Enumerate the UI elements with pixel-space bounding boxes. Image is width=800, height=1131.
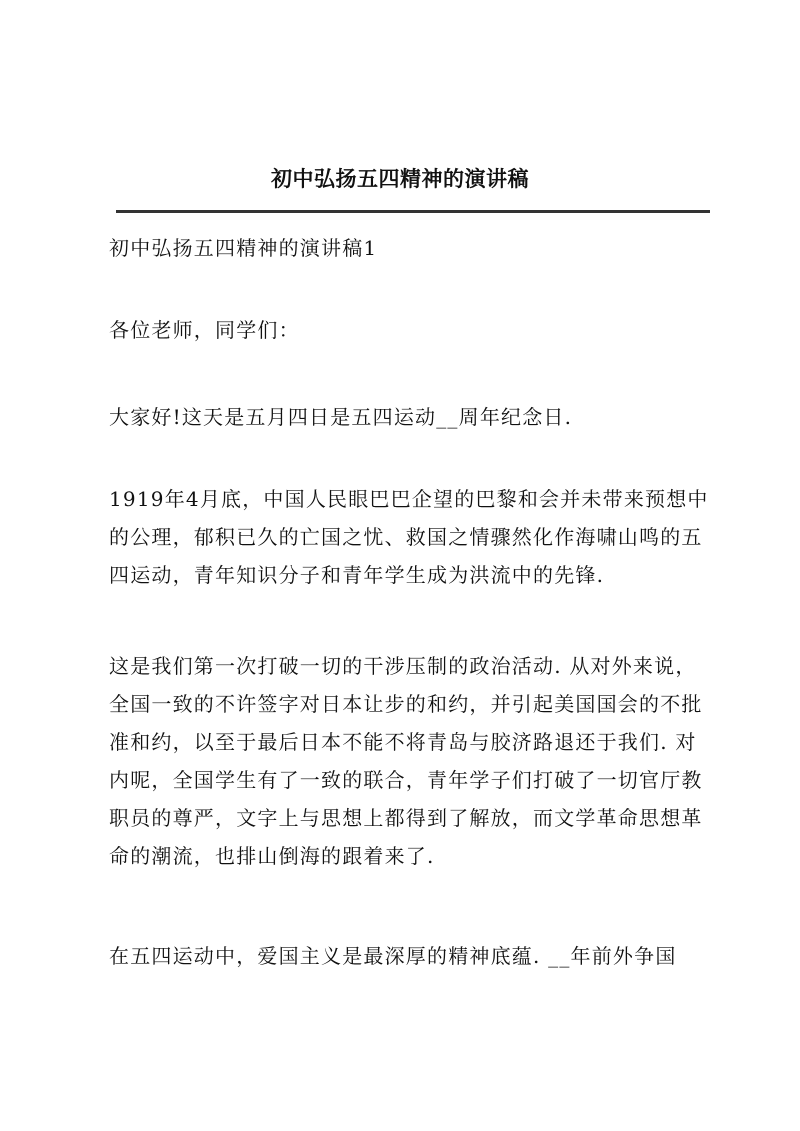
title-divider [116, 210, 710, 213]
section-heading: 初中弘扬五四精神的演讲稿1 [109, 236, 378, 260]
paragraph-history: 1919年4月底，中国人民眼巴巴企望的巴黎和会并未带来预想中的公理，郁积已久的亡国之忧、救国之情骤然化作海啸山鸣的五四运动，青年知识分子和青年学生成为洪流中的先锋. [109, 487, 709, 587]
paragraph-greeting: 各位老师，同学们： [109, 318, 300, 342]
paragraph-activity: 这是我们第一次打破一切的干涉压制的政治活动. 从对外来说，全国一致的不许签字对日本让步的和约，并引起美国国会的不批准和约，以至于最后日本不能不将青岛与胶济路退还于我们. 对内呢，全国学生有了一致的联合，青年学子们打破了一切官厅教职员的尊严，文字上与思想上都得到了解放，而文学革命思想革命的潮流，也排山倒海的跟着来了. [109, 654, 703, 868]
paragraph-patriotism: 在五四运动中，爱国主义是最深厚的精神底蕴. __年前外争国 [109, 944, 677, 968]
paragraph-hello: 大家好!这天是五月四日是五四运动__周年纪念日. [109, 405, 573, 429]
page-title: 初中弘扬五四精神的演讲稿 [271, 166, 529, 191]
